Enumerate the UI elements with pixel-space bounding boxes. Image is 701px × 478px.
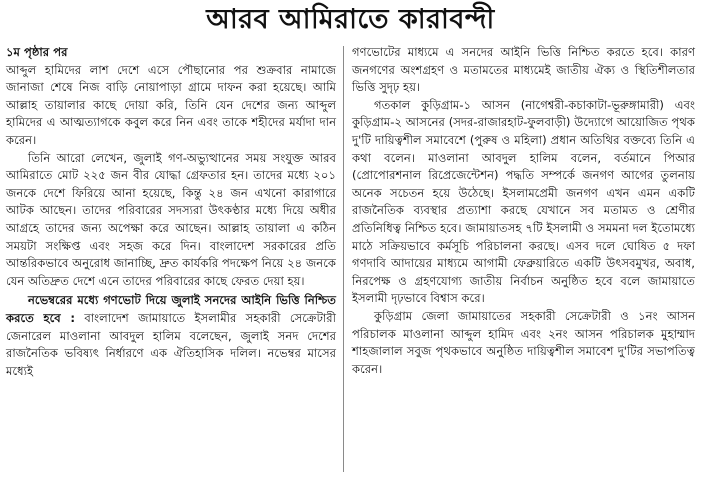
subheading: নভেম্বরের মধ্যে গণভোট দিয়ে জুলাই সনদের আইনি ভিত্তি নিশ্চিত করতে হবে : (6, 293, 336, 325)
right-column (352, 44, 695, 378)
left-column (6, 44, 336, 380)
paragraph: কুড়িগ্রাম জেলা জামায়াতের সহকারী সেক্রেটারী ও ১নং আসন পরিচালক মাওলানা আব্দুল হামিদ এবং ২নং আসন পরিচালক মুহাম্মাদ শাহজালাল সবুজ পৃথকভাবে অনুষ্ঠিত দায়িত্বশীল সমাবেশ দু'টির সভাপতিত্ব করেন। (352, 308, 695, 376)
column-divider (343, 46, 344, 472)
paragraph: তিনি আরো লেখেন, জুলাই গণ-অভ্যুত্থানের সময় সংযুক্ত আরব আমিরাতে মোট ২২৫ জন বীর যোদ্ধা গ্রেফতার হন। তাদের মধ্যে ২০১ জনকে দেশে ফিরিয়ে আনা হয়েছে, কিন্তু ২৪ জন এখনো কারাগারে আটক আছেন। তাদের পরিবারের সদস্যরা উৎকণ্ঠার মধ্যে দিয়ে অধীর আগ্রহে তাদের জন্য অপেক্ষা করে আছেন। আল্লাহ তায়ালা এ কঠিন সময়টা সংক্ষিপ্ত এবং সহজ করে দিন। বাংলাদেশ সরকারের প্রতি আন্তরিকভাবে অনুরোধ জানাচ্ছি, দ্রুত কার্যকরি পদক্ষেপ নিয়ে ২৪ জনকে যেন অতিদ্রুত দেশে এনে তাদের পরিবারের কাছে ফেরত দেয়া হয়। (6, 150, 336, 288)
paragraph: গণভোটের মাধ্যমে এ সনদের আইনি ভিত্তি নিশ্চিত করতে হবে। কারণ জনগণের অংশগ্রহণ ও মতামতের মাধ্যমেই জাতীয় ঐক্য ও স্থিতিশীলতার ভিত্তি সুদৃঢ় হয়। (352, 45, 695, 95)
paragraph: আব্দুল হামিদের লাশ দেশে এসে পৌছানোর পর শুক্রবার নামাজে জানাজা শেষে নিজ বাড়ি নোয়াপাড়া গ্রামে দাফন করা হয়েছে। আমি আল্লাহ তায়ালার কাছে দোয়া করি, তিনি যেন দেশের জন্য আব্দুল হামিদের এ আত্মত্যাগকে কবুল করে নিন এবং তাকে শহীদের মর্যাদা দান করেন। (6, 62, 336, 147)
article-headline: আরব আমিরাতে কারাবন্দী (206, 4, 495, 35)
paragraph-with-subheading (6, 292, 336, 380)
paragraph: গতকাল কুড়িগ্রাম-১ আসন (নাগেশ্বরী-কচাকাটা-ভূরুঙ্গামারী) এবং কুড়িগ্রাম-২ আসনের (সদর-রাজারহাট-ফুলবাড়ী) উদ্যোগে আয়োজিত পৃথক দু'টি দায়িত্বশীল সমাবেশে (পুরুষ ও মহিলা) প্রধান অতিথির বক্তব্যে তিনি এ কথা বলেন। মাওলানা আবদুল হালিম বলেন, বর্তমানে পিআর (প্রোপোরশনাল রিপ্রেজেন্টেশন) পদ্ধতি সম্পর্কে জনগণ আগের তুলনায় অনেক সচেতন হয়ে উঠেছে। ইসলামপ্রেমী জনগণ এখন এমন একটি রাজনৈতিক ব্যবস্থার প্রত্যাশা করছে যেখানে সব মতামত ও শ্রেণীর প্রতিনিধিত্ব নিশ্চিত হবে। জামায়াতসহ ৭টি ইসলামী ও সমমনা দল ইতোমধ্যে মাঠে সক্রিয়ভাবে কর্মসূচি পরিচালনা করছে। এসব দলে ঘোষিত ৫ দফা গণদাবি আদায়ের মাধ্যমে আগামী ফেব্রুয়ারিতে একটি উৎসবমুখর, অবাধ, নিরপেক্ষ ও গ্রহণযোগ্য জাতীয় নির্বাচন অনুষ্ঠিত হবে বলে জামায়াতে ইসলামী দৃঢ়ভাবে বিশ্বাস করে। (352, 97, 695, 306)
continued-from-label: ১ম পৃষ্ঠার পর (6, 45, 68, 59)
paragraph-text: বাংলাদেশ জামায়াতে ইসলামীর সহকারী সেক্রেটারী জেনারেল মাওলানা আবদুল হালিম বলেছেন, জুলাই সনদ দেশের রাজনৈতিক ভবিষ্যৎ নির্ধারণে এক ঐতিহাসিক দলিল। নভেম্বর মাসের মধ্যেই (6, 310, 336, 378)
